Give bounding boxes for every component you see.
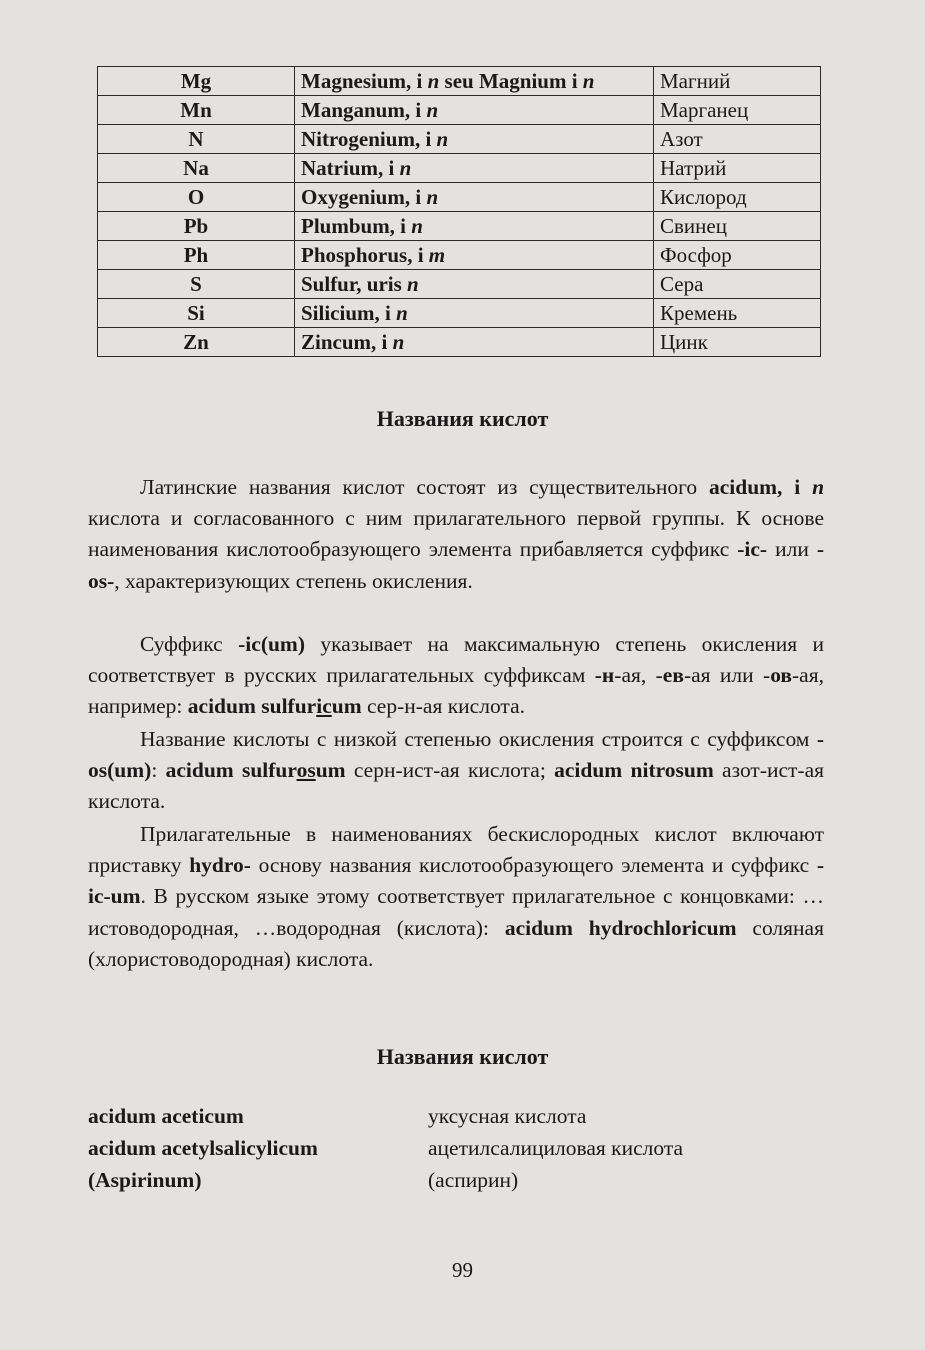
element-symbol: Ph	[98, 241, 295, 270]
element-symbol: O	[98, 183, 295, 212]
element-symbol: Pb	[98, 212, 295, 241]
acid-russian-name: ацетилсалициловая кислота	[428, 1136, 684, 1160]
element-symbol: Mn	[98, 96, 295, 125]
element-latin-name: Nitrogenium, i n	[295, 125, 654, 154]
element-symbol: Mg	[98, 67, 295, 96]
element-table	[97, 66, 821, 357]
element-row	[98, 96, 821, 125]
element-row	[98, 328, 821, 357]
element-latin-name: Sulfur, uris n	[295, 270, 654, 299]
paragraph-hydro-prefix: Прилагательные в наименованиях бескислородных кислот включают приставку hydro- основу названия кислотообразующего элемента и суффикс -ic-um. В русском языке этому соответствует прилагательное с концовками: …истоводородная, …водородная (кислота): acidum hydrochloricum соляная (хлористоводородная) кислота.	[88, 822, 824, 971]
element-latin-name: Zincum, i n	[295, 328, 654, 357]
paragraph-ic-suffix: Суффикс -ic(um) указывает на максимальную степень окисления и соответствует в русских прилагательных суффиксам -н-ая, -ев-ая или -ов-ая, например: acidum sulfuricum сер-н-ая кислота.	[88, 632, 825, 719]
element-latin-name: Natrium, i n	[295, 154, 654, 183]
paragraph-os-suffix: Название кислоты с низкой степенью окисления строится с суффиксом -os(um): acidum sulfurosum серн-ист-ая кислота; acidum nitrosum азот-ист-ая кислота.	[88, 727, 825, 814]
element-latin-name: Magnesium, i n seu Magnium i n	[295, 67, 654, 96]
element-row	[98, 212, 821, 241]
element-russian-name: Цинк	[654, 328, 821, 357]
section-heading-acid-list: Названия кислот	[376, 1044, 549, 1069]
element-russian-name: Кремень	[654, 299, 821, 328]
element-symbol: Zn	[98, 328, 295, 357]
element-russian-name: Азот	[654, 125, 821, 154]
section-heading-acid-names: Названия кислот	[376, 406, 549, 431]
element-russian-name: Марганец	[654, 96, 821, 125]
element-row	[98, 270, 821, 299]
element-latin-name: Plumbum, i n	[295, 212, 654, 241]
element-russian-name: Свинец	[654, 212, 821, 241]
acid-russian-name: уксусная кислота	[428, 1104, 587, 1128]
element-russian-name: Фосфор	[654, 241, 821, 270]
element-symbol: S	[98, 270, 295, 299]
element-row	[98, 241, 821, 270]
element-row	[98, 154, 821, 183]
page-number: 99	[452, 1258, 473, 1282]
acid-latin-name: acidum aceticum	[88, 1104, 244, 1128]
element-latin-name: Oxygenium, i n	[295, 183, 654, 212]
acid-latin-name: (Aspirinum)	[88, 1168, 202, 1192]
element-russian-name: Сера	[654, 270, 821, 299]
element-symbol: Na	[98, 154, 295, 183]
element-russian-name: Магний	[654, 67, 821, 96]
element-symbol: N	[98, 125, 295, 154]
acid-russian-name: (аспирин)	[428, 1168, 519, 1192]
element-latin-name: Phosphorus, i m	[295, 241, 654, 270]
element-row	[98, 125, 821, 154]
element-row	[98, 183, 821, 212]
element-latin-name: Silicium, i n	[295, 299, 654, 328]
paragraph-acid-composition: Латинские названия кислот состоят из существительного acidum, i n кислота и согласованного с ним прилагательного первой группы. К основе наименования кислотообразующего элемента прибавляется суффикс -ic- или -os-, характеризующих степень окисления.	[88, 475, 825, 593]
element-russian-name: Кислород	[654, 183, 821, 212]
element-symbol: Si	[98, 299, 295, 328]
element-row	[98, 299, 821, 328]
acid-latin-name: acidum acetylsalicylicum	[88, 1136, 318, 1160]
element-latin-name: Manganum, i n	[295, 96, 654, 125]
element-row	[98, 67, 821, 96]
element-russian-name: Натрий	[654, 154, 821, 183]
